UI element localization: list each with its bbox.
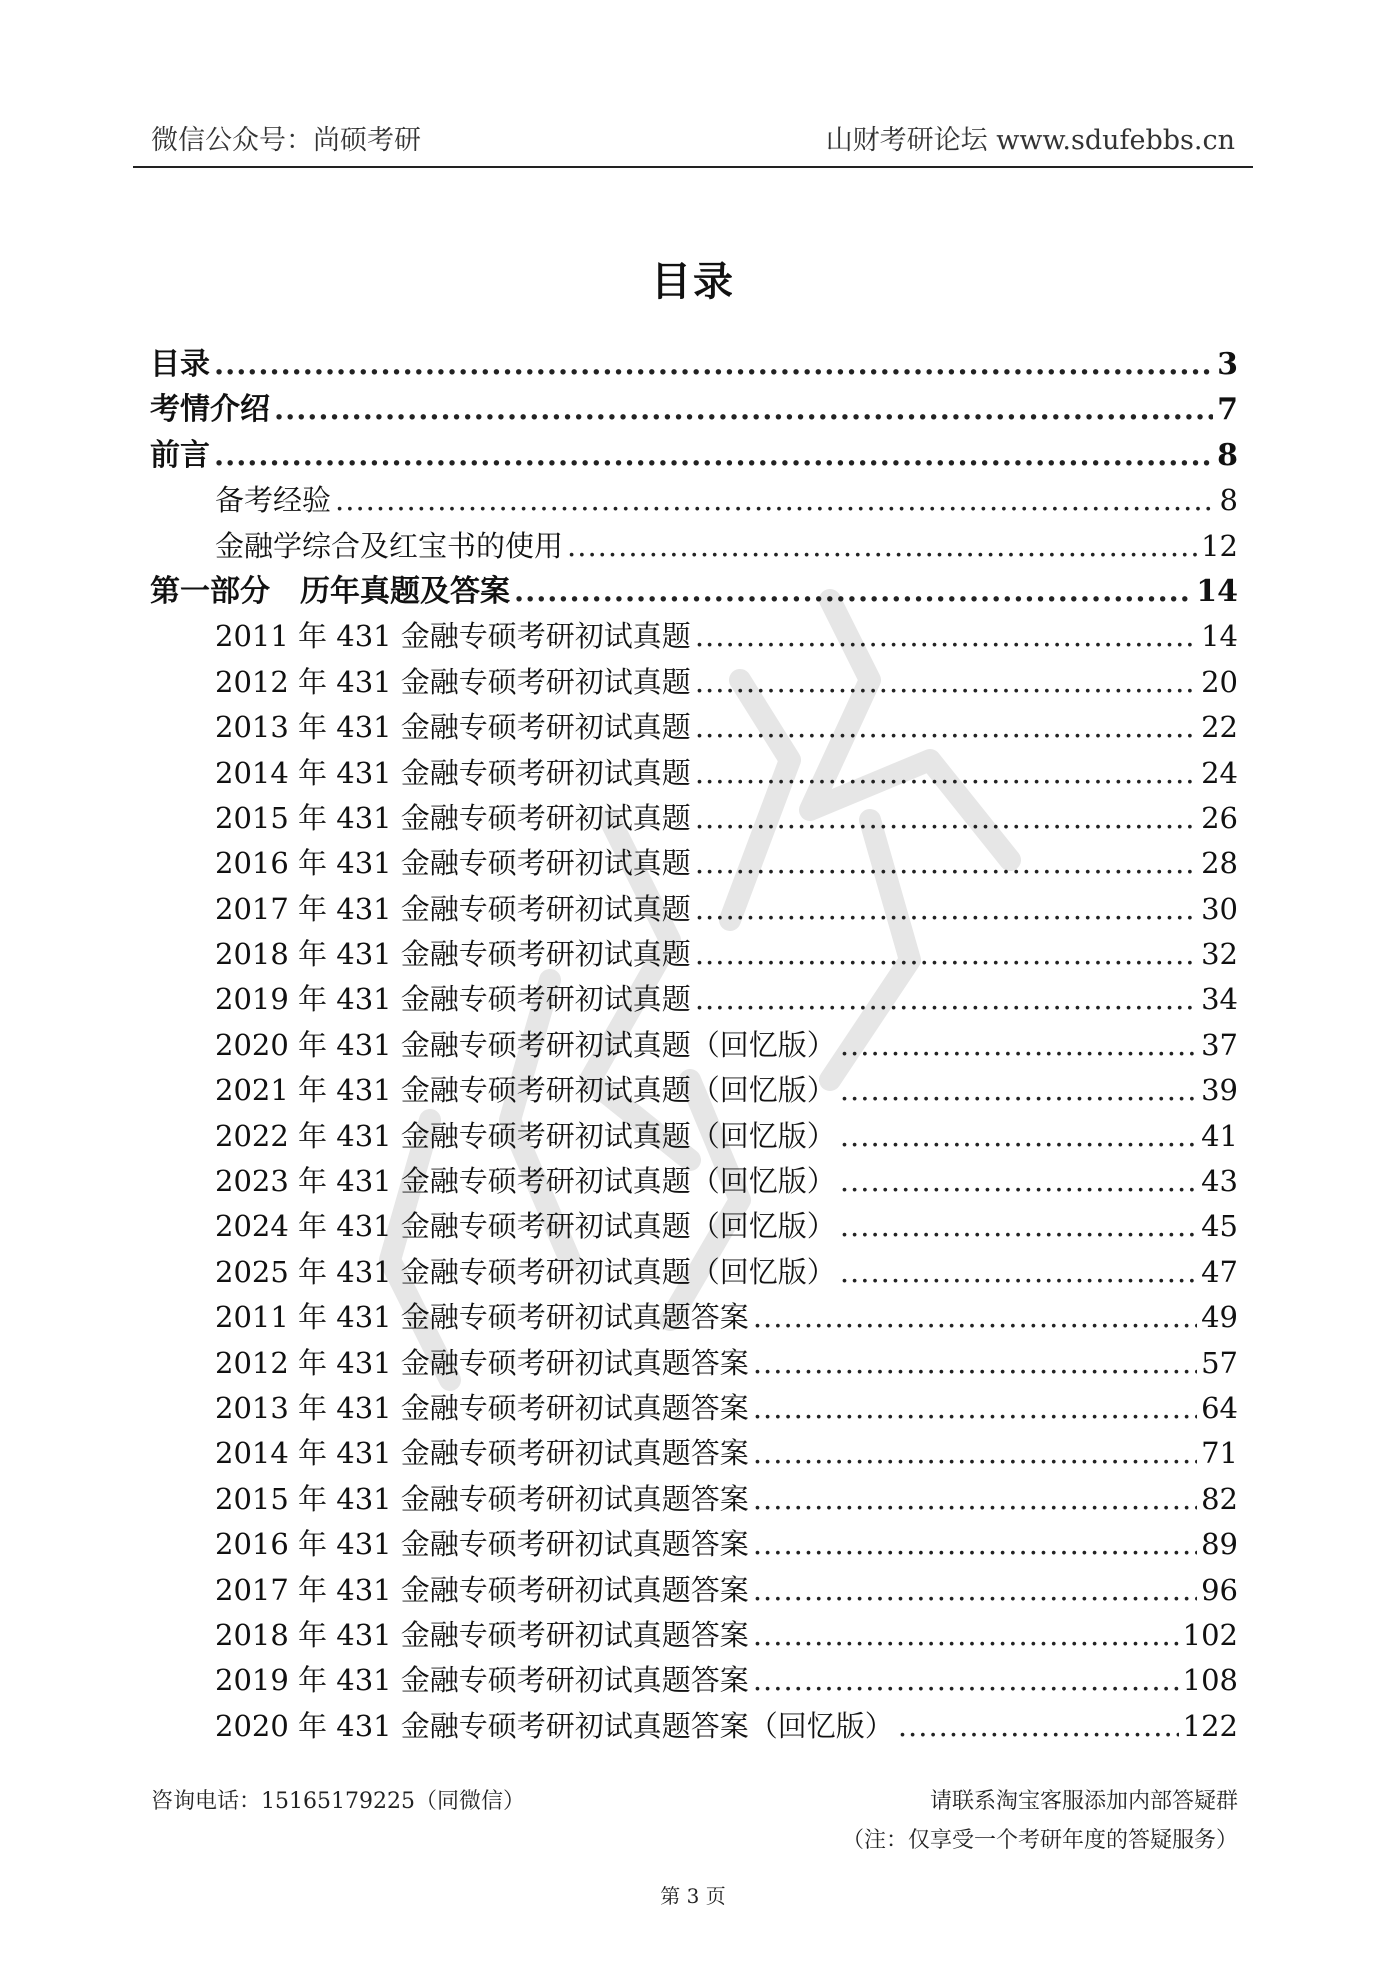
- toc-leader-dots: [214, 433, 1213, 478]
- toc-leader-dots: [695, 932, 1197, 977]
- toc-leader-dots: [753, 1477, 1197, 1522]
- toc-entry-label: 2011 年 431 金融专硕考研初试真题: [215, 619, 691, 654]
- toc-entry-label: 2022 年 431 金融专硕考研初试真题（回忆版）: [215, 1118, 836, 1153]
- toc-entry-page: 47: [1201, 1254, 1238, 1289]
- toc-entry-label: 2019 年 431 金融专硕考研初试真题: [215, 982, 691, 1017]
- toc-entry[interactable]: [150, 841, 1238, 886]
- toc-entry[interactable]: [150, 1568, 1238, 1613]
- page-header: [133, 118, 1253, 168]
- toc-entry-page: 24: [1201, 755, 1238, 790]
- toc-entry-label: 2016 年 431 金融专硕考研初试真题: [215, 846, 691, 881]
- toc-entry-page: 7: [1217, 392, 1238, 428]
- toc-entry-label: 2015 年 431 金融专硕考研初试真题答案: [215, 1481, 749, 1516]
- toc-entry-page: 32: [1201, 937, 1238, 972]
- toc-entry-label: 2017 年 431 金融专硕考研初试真题: [215, 891, 691, 926]
- toc-entry-label: 2011 年 431 金融专硕考研初试真题答案: [215, 1300, 749, 1335]
- toc-leader-dots: [695, 614, 1197, 659]
- toc-entry[interactable]: [150, 478, 1238, 523]
- toc-entry-label: 2021 年 431 金融专硕考研初试真题（回忆版）: [215, 1073, 836, 1108]
- toc-entry[interactable]: [150, 1704, 1238, 1749]
- toc-entry-page: 22: [1201, 710, 1238, 745]
- toc-entry-page: 41: [1201, 1118, 1238, 1153]
- toc-entry-label: 2012 年 431 金融专硕考研初试真题答案: [215, 1345, 749, 1380]
- toc-leader-dots: [695, 977, 1197, 1022]
- toc-entry-page: 8: [1219, 483, 1238, 518]
- toc-entry[interactable]: [150, 1658, 1238, 1703]
- toc-entry-page: 30: [1201, 891, 1238, 926]
- toc-entry[interactable]: [150, 1386, 1238, 1431]
- toc-entry-label: 2014 年 431 金融专硕考研初试真题答案: [215, 1436, 749, 1471]
- toc-entry-page: 39: [1201, 1073, 1238, 1108]
- toc-entry-label: 考情介绍: [150, 392, 270, 428]
- toc-entry-page: 96: [1201, 1572, 1238, 1607]
- table-of-contents: [150, 342, 1238, 1749]
- toc-entry[interactable]: [150, 1477, 1238, 1522]
- toc-leader-dots: [695, 751, 1197, 796]
- toc-entry[interactable]: [150, 1341, 1238, 1386]
- toc-entry-label: 金融学综合及红宝书的使用: [215, 528, 564, 563]
- toc-leader-dots: [753, 1658, 1179, 1703]
- toc-entry[interactable]: [150, 524, 1238, 569]
- toc-entry-label: 2013 年 431 金融专硕考研初试真题: [215, 710, 691, 745]
- toc-leader-dots: [695, 705, 1197, 750]
- toc-leader-dots: [695, 841, 1197, 886]
- toc-entry-page: 37: [1201, 1027, 1238, 1062]
- toc-leader-dots: [567, 524, 1197, 569]
- toc-entry[interactable]: [150, 1114, 1238, 1159]
- toc-entry[interactable]: [150, 751, 1238, 796]
- toc-entry[interactable]: [150, 342, 1238, 387]
- toc-leader-dots: [274, 387, 1213, 432]
- toc-leader-dots: [840, 1250, 1197, 1295]
- toc-entry[interactable]: [150, 977, 1238, 1022]
- page-number: 第 3 页: [660, 1884, 726, 1908]
- footer-contact: 咨询电话：15165179225（同微信）: [151, 1789, 525, 1814]
- toc-entry-page: 8: [1217, 437, 1238, 473]
- toc-entry-page: 14: [1201, 619, 1238, 654]
- footer-service: 请联系淘宝客服添加内部答疑群: [929, 1789, 1238, 1814]
- toc-entry[interactable]: [150, 705, 1238, 750]
- toc-leader-dots: [214, 342, 1213, 387]
- toc-entry[interactable]: [150, 1431, 1238, 1476]
- toc-entry[interactable]: [150, 614, 1238, 659]
- toc-entry-label: 2020 年 431 金融专硕考研初试真题答案（回忆版）: [215, 1708, 894, 1743]
- toc-entry[interactable]: [150, 1068, 1238, 1113]
- toc-entry-page: 122: [1182, 1708, 1238, 1743]
- toc-entry-label: 2016 年 431 金融专硕考研初试真题答案: [215, 1527, 749, 1562]
- toc-leader-dots: [753, 1341, 1197, 1386]
- toc-entry-page: 45: [1201, 1209, 1238, 1244]
- toc-entry-page: 14: [1196, 573, 1238, 609]
- toc-entry[interactable]: [150, 796, 1238, 841]
- footer-note: （注：仅享受一个考研年度的答疑服务）: [841, 1828, 1238, 1853]
- toc-entry-page: 102: [1182, 1617, 1238, 1652]
- toc-leader-dots: [753, 1295, 1197, 1340]
- toc-leader-dots: [840, 1159, 1197, 1204]
- toc-entry-page: 82: [1201, 1481, 1238, 1516]
- toc-entry-page: 28: [1201, 846, 1238, 881]
- toc-leader-dots: [514, 569, 1192, 614]
- toc-leader-dots: [840, 1204, 1197, 1249]
- toc-entry-page: 108: [1182, 1663, 1238, 1698]
- toc-entry-label: 2017 年 431 金融专硕考研初试真题答案: [215, 1572, 749, 1607]
- toc-leader-dots: [753, 1386, 1197, 1431]
- toc-entry[interactable]: [150, 1159, 1238, 1204]
- toc-entry-label: 第一部分 历年真题及答案: [150, 573, 510, 609]
- toc-leader-dots: [695, 796, 1197, 841]
- toc-entry-page: 57: [1201, 1345, 1238, 1380]
- toc-leader-dots: [695, 887, 1197, 932]
- toc-leader-dots: [753, 1431, 1197, 1476]
- toc-entry[interactable]: [150, 1522, 1238, 1567]
- toc-entry-page: 34: [1201, 982, 1238, 1017]
- toc-entry-page: 89: [1201, 1527, 1238, 1562]
- toc-leader-dots: [898, 1704, 1179, 1749]
- toc-leader-dots: [840, 1114, 1197, 1159]
- toc-entry-page: 43: [1201, 1164, 1238, 1199]
- toc-entry-label: 2013 年 431 金融专硕考研初试真题答案: [215, 1390, 749, 1425]
- toc-entry-page: 26: [1201, 800, 1238, 835]
- toc-entry[interactable]: [150, 387, 1238, 432]
- toc-entry-page: 71: [1201, 1436, 1238, 1471]
- page-title: 目录: [651, 258, 735, 305]
- toc-entry-page: 64: [1201, 1390, 1238, 1425]
- toc-entry-label: 备考经验: [215, 483, 332, 518]
- toc-leader-dots: [753, 1613, 1179, 1658]
- toc-entry[interactable]: [150, 1250, 1238, 1295]
- toc-entry-label: 2018 年 431 金融专硕考研初试真题: [215, 937, 691, 972]
- toc-leader-dots: [695, 660, 1197, 705]
- toc-entry-label: 目录: [150, 347, 210, 382]
- toc-entry[interactable]: [150, 569, 1238, 614]
- toc-entry[interactable]: [150, 887, 1238, 932]
- toc-entry-label: 2024 年 431 金融专硕考研初试真题（回忆版）: [215, 1209, 836, 1244]
- toc-entry-page: 49: [1201, 1300, 1238, 1335]
- toc-entry-label: 2018 年 431 金融专硕考研初试真题答案: [215, 1617, 749, 1652]
- header-forum-url: 山财考研论坛 www.sdufebbs.cn: [825, 125, 1235, 156]
- toc-entry-page: 12: [1201, 528, 1238, 563]
- toc-entry[interactable]: [150, 1613, 1238, 1658]
- toc-entry-label: 2014 年 431 金融专硕考研初试真题: [215, 755, 691, 790]
- toc-entry[interactable]: [150, 1295, 1238, 1340]
- toc-entry-label: 2023 年 431 金融专硕考研初试真题（回忆版）: [215, 1164, 836, 1199]
- toc-entry[interactable]: [150, 1204, 1238, 1249]
- toc-entry-page: 20: [1201, 664, 1238, 699]
- toc-entry-label: 2015 年 431 金融专硕考研初试真题: [215, 800, 691, 835]
- toc-leader-dots: [840, 1068, 1197, 1113]
- toc-entry-page: 3: [1217, 347, 1238, 382]
- header-wechat-account: 微信公众号：尚硕考研: [151, 125, 421, 156]
- toc-entry[interactable]: [150, 1023, 1238, 1068]
- toc-entry[interactable]: [150, 932, 1238, 977]
- toc-leader-dots: [753, 1522, 1197, 1567]
- toc-entry-label: 2025 年 431 金融专硕考研初试真题（回忆版）: [215, 1254, 836, 1289]
- toc-entry[interactable]: [150, 660, 1238, 705]
- toc-leader-dots: [753, 1568, 1197, 1613]
- toc-entry-label: 2020 年 431 金融专硕考研初试真题（回忆版）: [215, 1027, 836, 1062]
- toc-leader-dots: [335, 478, 1216, 523]
- toc-entry-label: 2012 年 431 金融专硕考研初试真题: [215, 664, 691, 699]
- toc-entry-label: 前言: [150, 437, 210, 473]
- toc-leader-dots: [840, 1023, 1197, 1068]
- toc-entry-label: 2019 年 431 金融专硕考研初试真题答案: [215, 1663, 749, 1698]
- toc-entry[interactable]: [150, 433, 1238, 478]
